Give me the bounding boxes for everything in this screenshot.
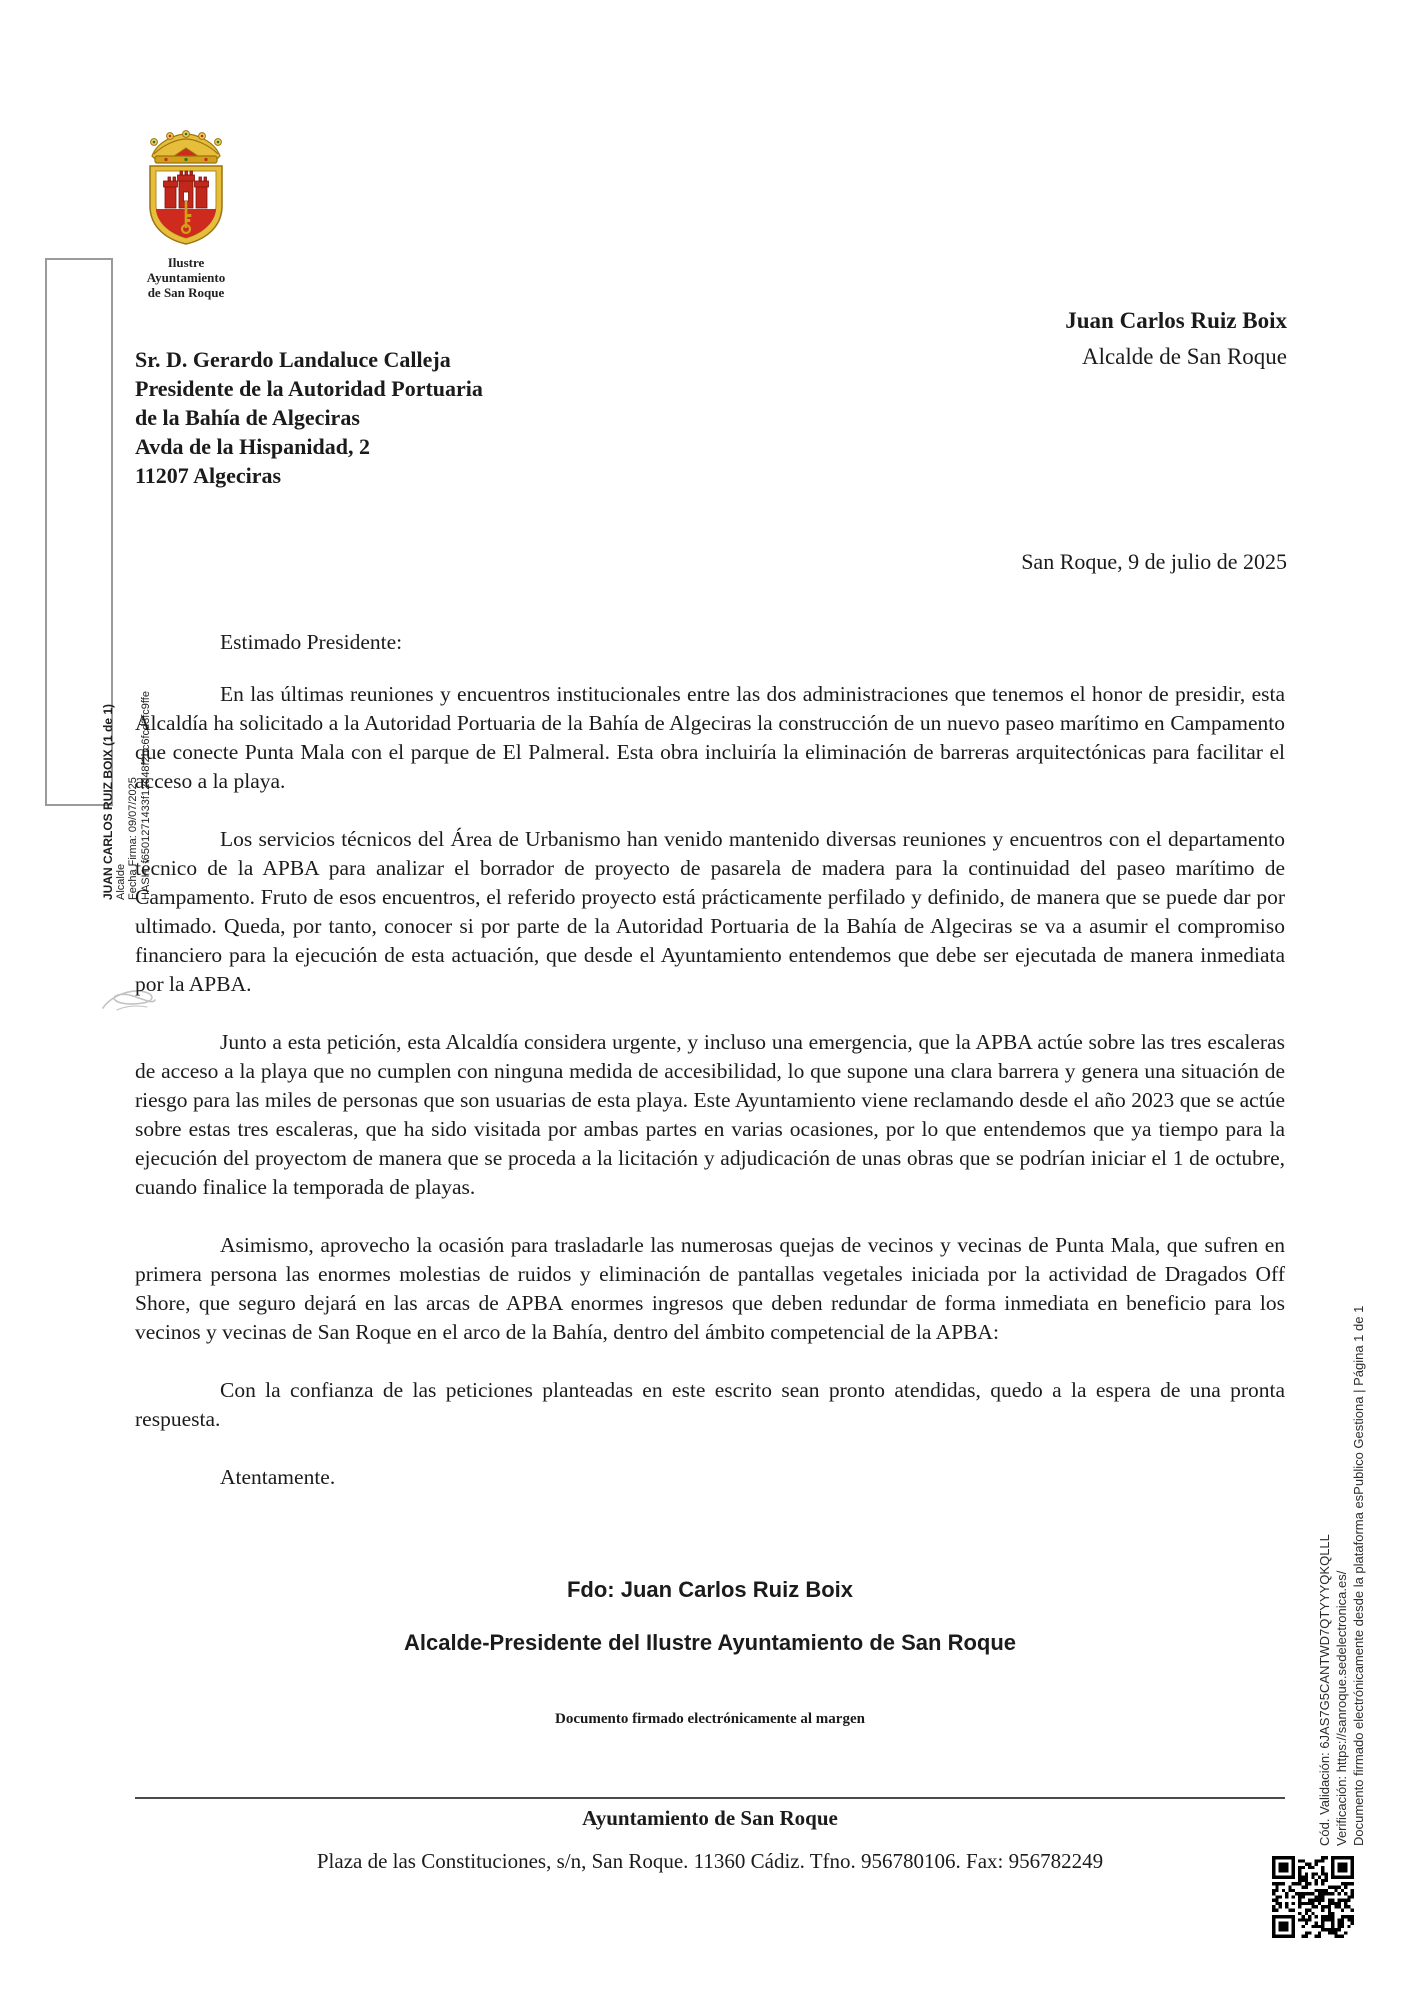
sender-name: Juan Carlos Ruiz Boix [1065, 308, 1287, 333]
coat-of-arms [138, 130, 234, 300]
closing: Atentamente. [220, 1465, 336, 1489]
stamp-line: Fecha Firma: 09/07/2025 [127, 777, 139, 900]
salutation: Estimado Presidente: [220, 630, 403, 654]
stamp-line: HASH: f6501271433f12d48f2bc6fcd3fc9ffe [139, 691, 152, 900]
sender-title: Alcalde de San Roque [1081, 344, 1287, 369]
recipient-line: Sr. D. Gerardo Landaluce Calleja [135, 347, 451, 372]
body-paragraph: Junto a esta petición, esta Alcaldía considera urgente, y incluso una emergencia, que la APBA actúe sobre las tres escaleras de acceso a la playa que no cumplen con ninguna medida de accesibilidad, lo que supone una clara barrera y genera una situación de riesgo para las miles de personas que son usuarias de esta playa. Este Ayuntamiento viene reclamando desde el año 2023 que se actúe sobre estas tres escaleras, que ha sido visitada por ambas partes en varias ocasiones, por lo que entendemos que ya tiempo para la ejecución del proyectom de manera que se proceda a la licitación y adjudicación de unas obras que se podrían iniciar el 1 de octubre, cuando finalice la temporada de playas. [135, 1030, 1285, 1199]
recipient-line: 11207 Algeciras [135, 463, 282, 488]
stamp-line: Alcalde [114, 863, 127, 900]
sidebar-line: Cód. Validación: 6JAS7G5CANTWD7QTYYYQKQLLL [1317, 1534, 1332, 1846]
body-paragraph: Con la confianza de las peticiones planteadas en este escrito sean pronto atendidas, quedo a la espera de una pronta respuesta. [135, 1378, 1285, 1431]
crown-icon [151, 131, 222, 163]
footer-address: Plaza de las Constituciones, s/n, San Roque. 11360 Cádiz. Tfno. 956780106. Fax: 956782249 [316, 1849, 1104, 1873]
validation-sidebar [1316, 1218, 1370, 1846]
body-paragraph: En las últimas reuniones y encuentros institucionales entre las dos administraciones que tenemos el honor de presidir, esta Alcaldía ha solicitado a la Autoridad Portuaria de la Bahía de Algeciras la construcción de un nuevo paseo marítimo en Campamento que conecte Punta Mala con el parque de El Palmeral. Esta obra incluiría la eliminación de barreras arquitectónicas para facilitar el acceso a la playa. [135, 682, 1285, 793]
recipient-line: de la Bahía de Algeciras [135, 405, 360, 430]
body-paragraph: Los servicios técnicos del Área de Urbanismo han venido mantenido diversas reuniones y encuentros con el departamento técnico de la APBA para analizar el borrador de proyecto de pasarela de madera para la continuidad del paseo marítimo de Campamento. Fruto de esos encuentros, el referido proyecto está prácticamente perfilado y definido, de manera que se puede dar por ultimado. Queda, por tanto, conocer si por parte de la Autoridad Portuaria de la Bahía de Algeciras se va a asumir el compromiso financiero para la ejecución de esta actuación, que desde el Ayuntamiento entendemos que debe ser ejecutada de manera inmediata por la APBA. [135, 827, 1285, 996]
recipient-line: Presidente de la Autoridad Portuaria [135, 376, 483, 401]
sidebar-line: Verificación: https://sanroque.sedelectronica.es/ [1334, 1570, 1349, 1846]
date-line: San Roque, 9 de julio de 2025 [1021, 549, 1287, 574]
footer-divider [135, 1797, 1285, 1799]
signature-fdo-line: Fdo: Juan Carlos Ruiz Boix [566, 1577, 854, 1602]
san-roque-crest-icon [138, 130, 234, 248]
sidebar-line: Documento firmado electrónicamente desde la plataforma esPublico Gestiona | Página 1 de 1 [1351, 1305, 1366, 1846]
letter-body [135, 628, 1285, 1492]
signature-title-line: Alcalde-Presidente del Ilustre Ayuntamiento de San Roque [403, 1630, 1017, 1655]
paragraphs [135, 680, 1285, 1434]
footer-org-name: Ayuntamiento de San Roque [582, 1806, 838, 1830]
body-paragraph: Asimismo, aprovecho la ocasión para trasladarle las numerosas quejas de vecinos y vecinas de Punta Mala, que sufren en primera persona las enormes molestias de ruidos y eliminación de pantallas vegetales iniciada por la actividad de Dragados Off Shore, que seguro dejará en las arcas de APBA enormes ingresos que deben redundar de forma inmediata en beneficio para los vecinos y vecinas de San Roque en el arco de la Bahía, dentro del ámbito competencial de la APBA: [135, 1233, 1285, 1344]
recipient-block [135, 345, 483, 490]
signature-stamp-box [45, 258, 152, 900]
recipient-line: Avda de la Hispanidad, 2 [135, 434, 370, 459]
qr-code [1272, 1856, 1354, 1938]
letterhead-caption [138, 255, 234, 300]
shield-icon [150, 166, 222, 244]
letterhead-caption-line2: de San Roque [147, 285, 225, 300]
sender-block [1065, 303, 1287, 375]
electronic-signature-note: Documento firmado electrónicamente al margen [555, 1711, 865, 1727]
letterhead-caption-line1: Ilustre Ayuntamiento [146, 255, 226, 285]
stamp-line: JUAN CARLOS RUIZ BOIX (1 de 1) [101, 703, 115, 900]
